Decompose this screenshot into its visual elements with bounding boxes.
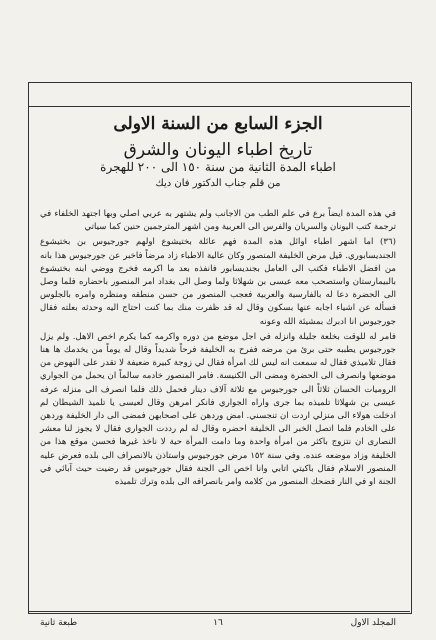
body-paragraph: فامر له للوقت بخلعة جليلة وانزله في اجل موضع من دوره واكرمه كما يكرم اخص الاهل. ولم يزل جورجيوس يطببه حتى برئ من مرضه ففرح به الخليفة فرحاً شديداً وقال له يوماً من يخدمك ها هنا فقال تلاميذي فقال له سمعت انه ليس لك امرأة فقال لي زوجة كبيرة ضعيفة لا تقدر على النهوض من موضعها وانصرف الى الحضرة ومضى الى الكنيسة. فامر المنصور خادمه سالماً ان يحمل من الجواري الروميات الحسان ثلاثاً الى جورجيوس مع ثلاثة آلاف دينار فحمل ذلك فلما انصرف الى منزله عرفه عيسى بن شهلاثا تلميذه بما جرى واراه الجواري فانكر امرهن وقال لعيسى يا تلميذ الشيطان لم ادخلت هولاء الى منزلي اردت ان تنجسني. امض وردهن على اصحابهن فمضى الى دار الخليفة وردهن على الخادم فلما اتصل الخبر الى الخليفة احضره وقال له لم رددت الجواري فقال لا يجوز لنا معشر النصارى ان نتزوج باكثر من امرأة واحدة وما دامت المرأة حية لا ناخذ غيرها فحسن موقع هذا من الخليفة وزاد موضعه عنده. وفي سنة ١٥٢ مرض جورجيوس واستاذن بالانصراف الى بلده فعرض عليه المنصور الاسلام فقال باكيتي اتابي وانا اخص الى الجنة فقال جورجيوس قد رضيت حيث آبائي في الجنة او في النار فضحك المنصور من كلامه وامر بانصرافه الى بلده وترك تلميذه <box>40 331 396 488</box>
top-rule <box>28 106 410 107</box>
footer-edition: طبعة ثانية <box>40 618 78 628</box>
body-paragraph: (٣٦) اما اشهر اطباء اوائل هذه المدة فهم عائلة بختيشوع اولهم جورجيوس بن بختيشوع الجنديسابوري. قيل مرض الخليفة المنصور وكان عالية الاطباء زاد مرضاً فاخبر عن جورجيوس هذا بانه من افضل الاطباء فكتب الى العامل بجنديسابور فانفذه بعد ما اكرمه فخرج ووضي ابنه بختيشوع بالبيمارستان واستصحب معه عيسى بن شهلاثا ولما وصل الى بغداد امر المنصور باحضاره فلما وصل الى الحضرة دعا له بالفارسية والعربية فعجب المنصور من حسن منطقه ومنظره وامره بالجلوس فسأله عن اشياء اجابه عنها بسكون وقال له قد ظفرت منك بما كنت احتاج اليه وحدثه بعلته فقال جورجيوس انا ادبرك بمشيئة الله وعونه <box>40 237 396 327</box>
byline: من قلم جناب الدكتور فان ديك <box>155 178 281 189</box>
article-subtitle: اطباء المدة الثانية من سنة ١٥٠ الى ٢٠٠ للهجرة <box>100 160 336 174</box>
page-number: ١٦ <box>213 618 223 628</box>
chapter-title: الجزء السابع من السنة الاولى <box>113 114 323 134</box>
bottom-rule <box>28 611 410 612</box>
article-body <box>40 208 396 491</box>
article-title: تاريخ اطباء اليونان والشرق <box>123 140 313 160</box>
intro-paragraph: في هذه المدة ايضاً برع في علم الطب من الاجانب ولم يشتهر به عربي اصلي وبها اجتهد الخلفاء في ترجمة كتب اليونان والسريان والفرس الى العربية ومن اشهر المترجمين حنين كما سياتي <box>40 209 396 233</box>
footer-volume: المجلد الاول <box>350 618 396 628</box>
